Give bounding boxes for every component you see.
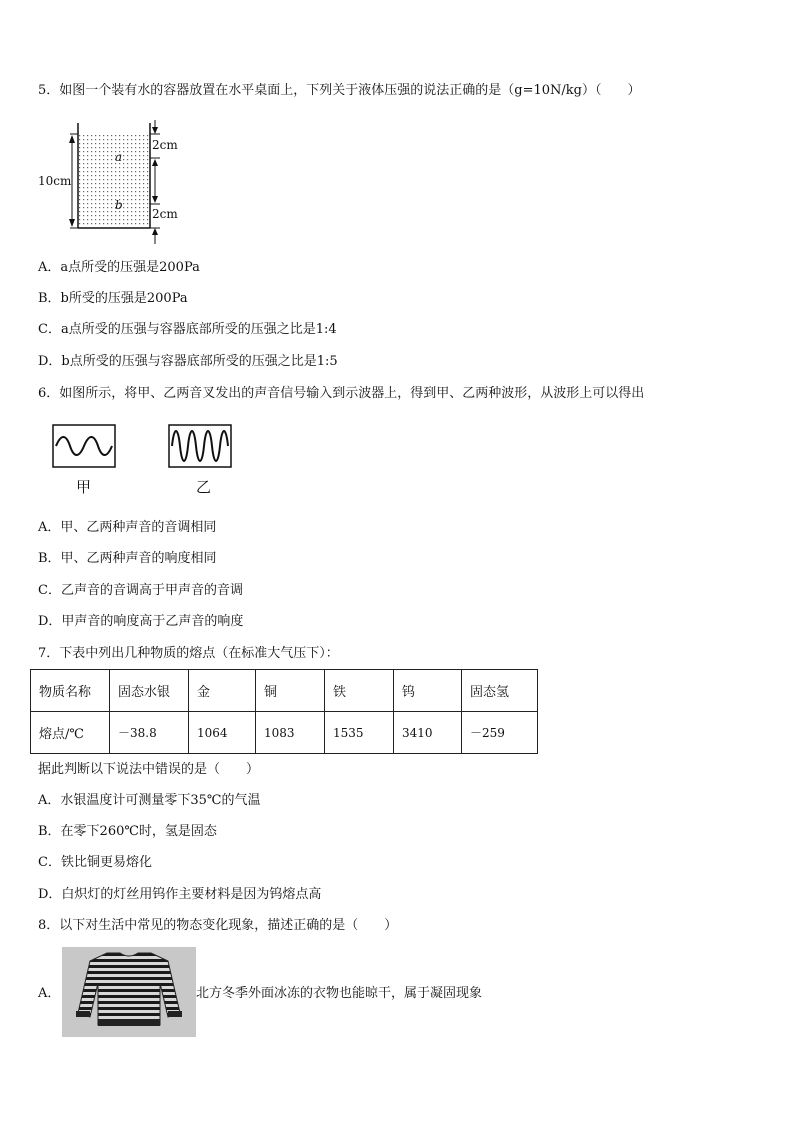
point-b-label: b: [115, 198, 123, 212]
q6-stem: 6．如图所示，将甲、乙两音叉发出的声音信号输入到示波器上，得到甲、乙两种波形，从波形上可以得出: [38, 386, 645, 401]
table-cell: －259: [462, 712, 538, 754]
table-cell: 钨: [394, 670, 462, 712]
table-cell: 1083: [256, 712, 325, 754]
q5-option-d: D．b点所受的压强与容器底部所受的压强之比是1:5: [38, 354, 338, 369]
table-cell: 固态水银: [110, 670, 189, 712]
table-cell: 固态氢: [462, 670, 538, 712]
table-cell: －38.8: [110, 712, 189, 754]
q5-option-b: B．b所受的压强是200Pa: [38, 291, 188, 306]
sweater-photo: [62, 947, 196, 1037]
table-cell: 物质名称: [31, 670, 110, 712]
q8-option-a-prefix: A．: [38, 986, 61, 1001]
q6-option-a: A．甲、乙两种声音的音调相同: [38, 520, 217, 535]
table-cell: 铁: [325, 670, 394, 712]
table-cell: 熔点/℃: [31, 712, 110, 754]
table-row: [31, 712, 538, 754]
q8-option-a-text: 北方冬季外面冰冻的衣物也能晾干，属于凝固现象: [196, 986, 483, 1001]
height-label: 10cm: [38, 174, 72, 188]
q6-option-d: D．甲声音的响度高于乙声音的响度: [38, 614, 244, 629]
water-region: [78, 134, 150, 227]
q5-option-c: C．a点所受的压强与容器底部所受的压强之比是1:4: [38, 322, 337, 337]
waveform-jia: [52, 424, 116, 468]
bottom-depth-label: 2cm: [152, 207, 178, 221]
q5-stem: 5．如图一个装有水的容器放置在水平桌面上，下列关于液体压强的说法正确的是（g=10N/kg）（ ）: [38, 83, 641, 98]
q7-option-d: D．白炽灯的灯丝用钨作主要材料是因为钨熔点高: [38, 887, 322, 902]
q8-stem: 8．以下对生活中常见的物态变化现象，描述正确的是（ ）: [38, 918, 398, 933]
point-a-label: a: [115, 150, 123, 164]
table-header-row: [31, 670, 538, 712]
table-cell: 铜: [256, 670, 325, 712]
q6-option-b: B．甲、乙两种声音的响度相同: [38, 551, 217, 566]
q5-option-a: A．a点所受的压强是200Pa: [38, 260, 200, 275]
top-depth-label: 2cm: [152, 138, 178, 152]
table-cell: 3410: [394, 712, 462, 754]
table-cell: 1064: [189, 712, 256, 754]
q7-option-b: B．在零下260℃时，氢是固态: [38, 824, 217, 839]
label-yi: 乙: [196, 478, 212, 496]
q7-stem: 7．下表中列出几种物质的熔点（在标准大气压下）：: [38, 646, 339, 661]
table-cell: 金: [189, 670, 256, 712]
melting-point-table: [30, 669, 538, 754]
q6-option-c: C．乙声音的音调高于甲声音的音调: [38, 583, 243, 598]
q7-question: 据此判断以下说法中错误的是（ ）: [38, 762, 260, 777]
label-jia: 甲: [76, 478, 92, 496]
waveform-yi: [168, 424, 232, 468]
q7-option-a: A．水银温度计可测量零下35℃的气温: [38, 793, 261, 808]
table-cell: 1535: [325, 712, 394, 754]
q7-option-c: C．铁比铜更易熔化: [38, 855, 152, 870]
